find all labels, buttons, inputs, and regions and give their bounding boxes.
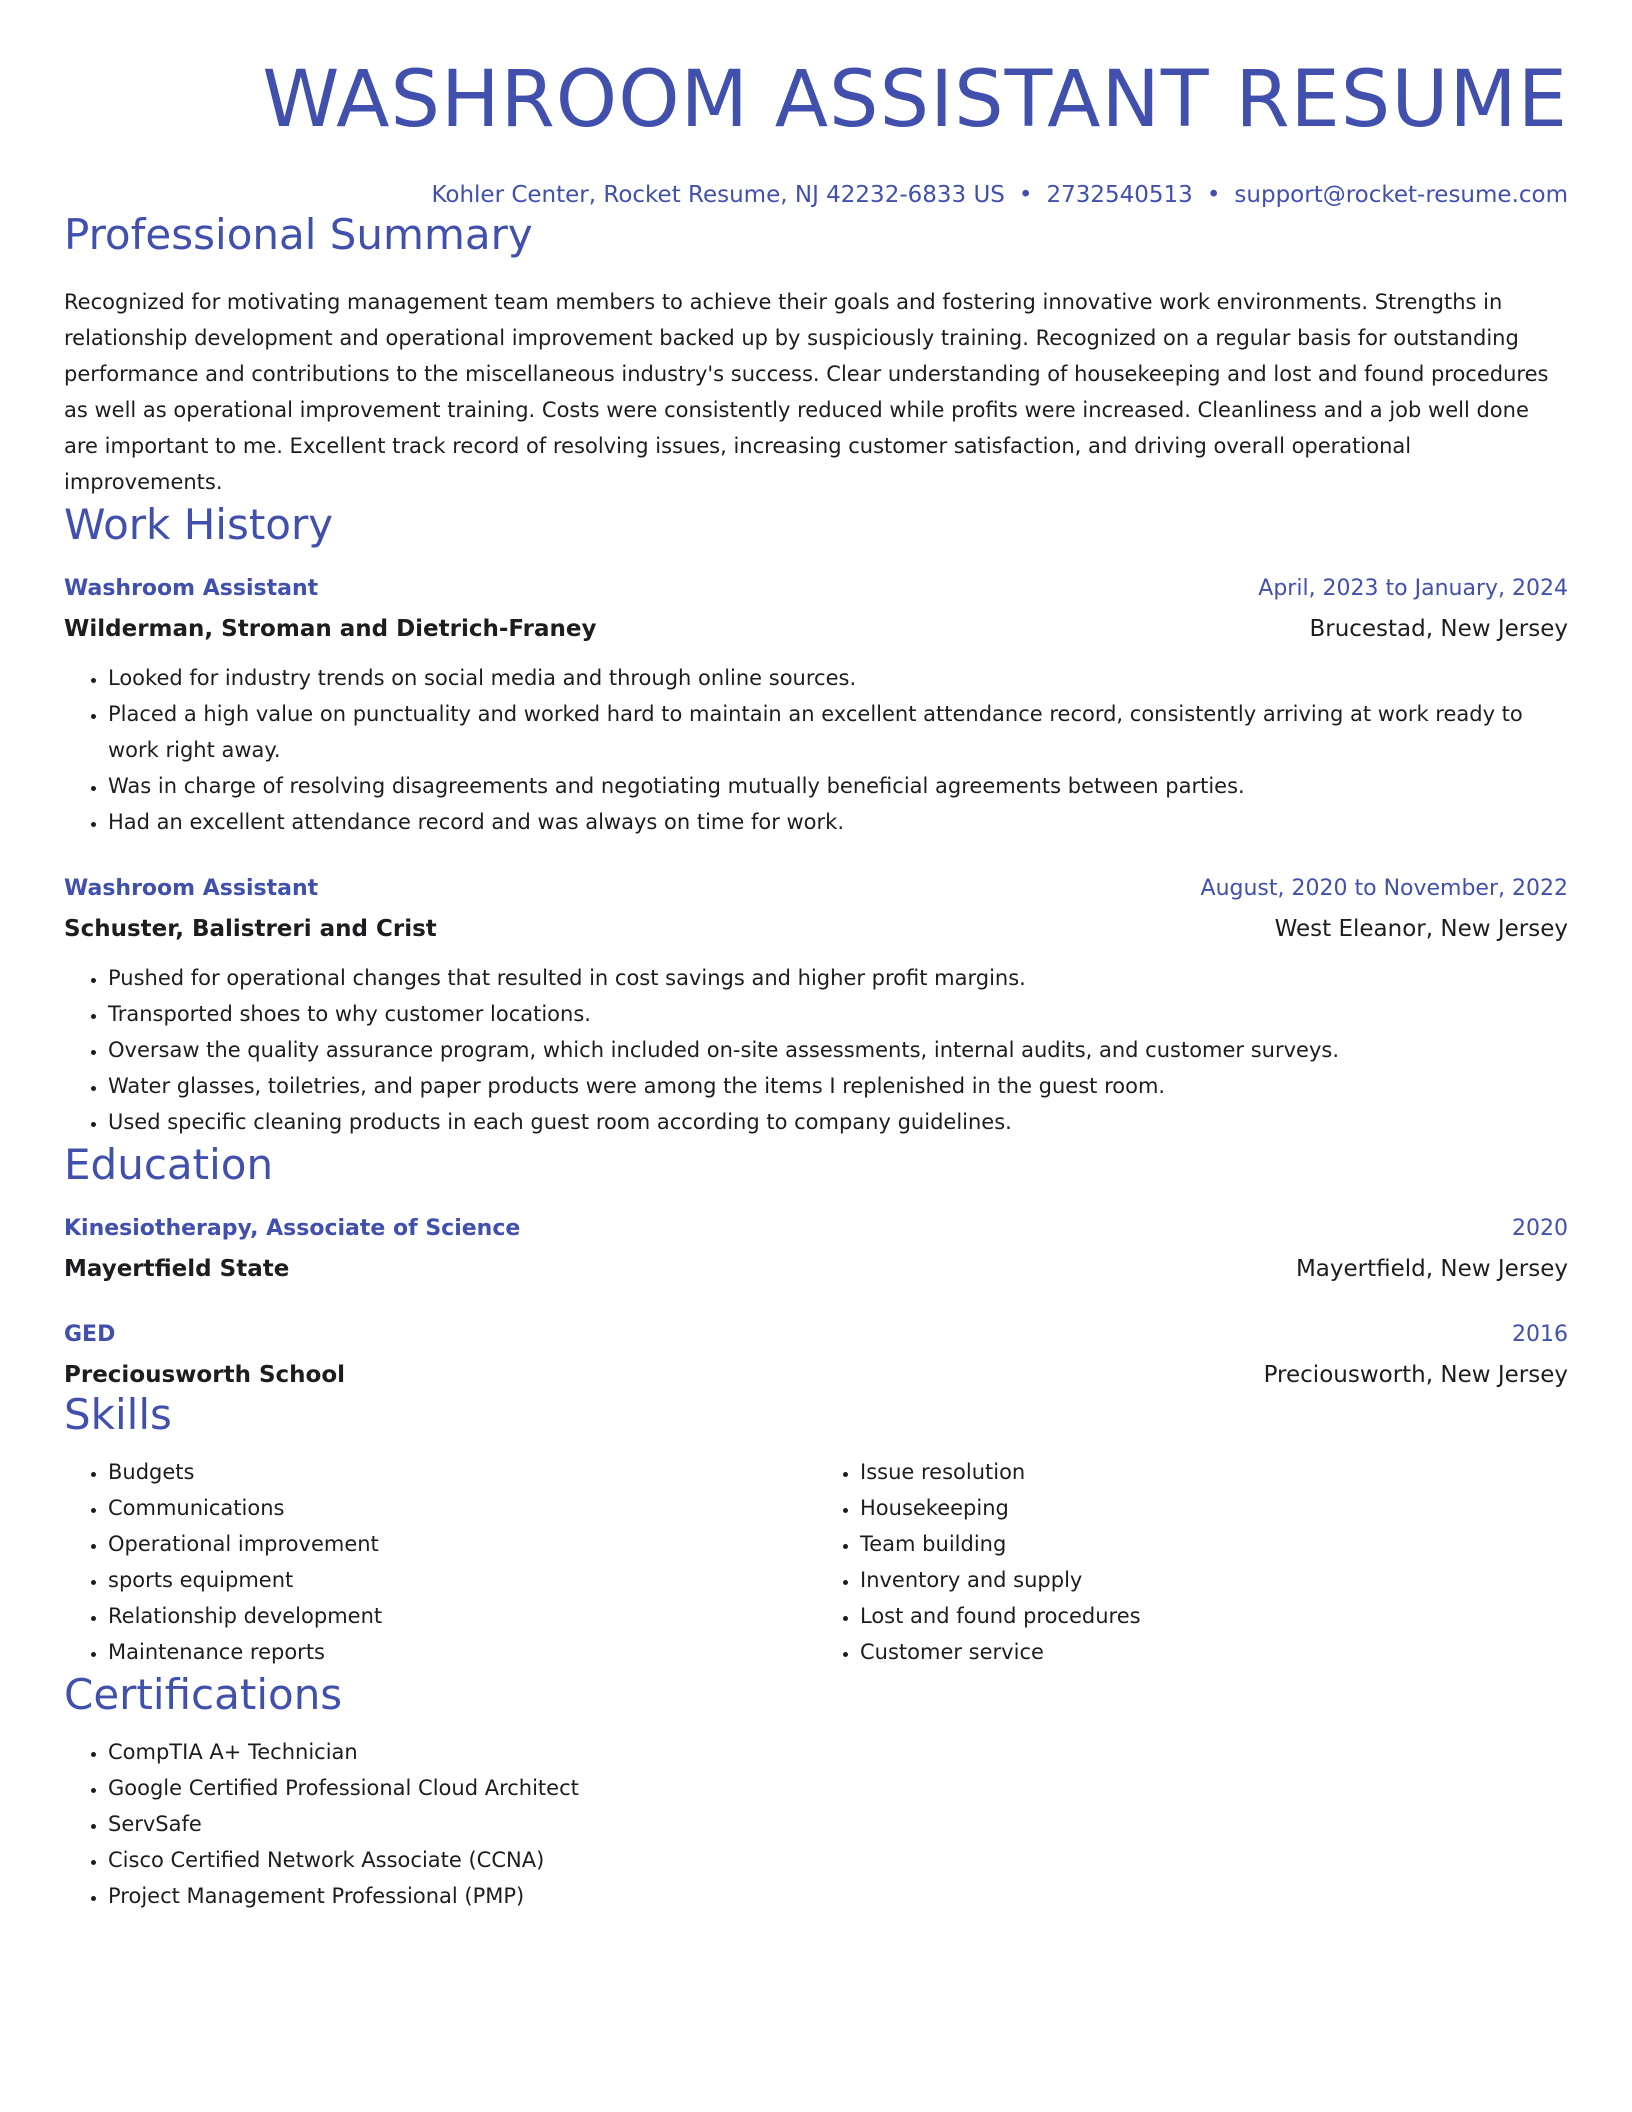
- job-bullets: [64, 960, 1568, 1140]
- degree: Kinesiotherapy, Associate of Science: [64, 1216, 521, 1241]
- school-location: Mayertfield, New Jersey: [1295, 1256, 1568, 1282]
- contact-phone: 2732540513: [1046, 182, 1193, 208]
- graduation-year: 2016: [1512, 1322, 1568, 1347]
- job-bullet: • Oversaw the quality assurance program, which included on-site assessments, internal audits, and customer surveys.: [108, 1032, 1568, 1068]
- skill-item: • Customer service: [860, 1634, 1568, 1670]
- job-dates: April, 2023 to January, 2024: [1258, 576, 1568, 601]
- school-name: Mayertfield State: [64, 1256, 290, 1282]
- skill-item: • Team building: [860, 1526, 1568, 1562]
- contact-address: Kohler Center, Rocket Resume, NJ 42232-6833 US: [431, 182, 1005, 208]
- graduation-year: 2020: [1512, 1216, 1568, 1241]
- certification-item: • Project Management Professional (PMP): [108, 1878, 1568, 1914]
- skill-item: • Housekeeping: [860, 1490, 1568, 1526]
- certification-item: • CompTIA A+ Technician: [108, 1734, 1568, 1770]
- resume-title: WASHROOM ASSISTANT RESUME: [262, 55, 1568, 145]
- skill-item: • Inventory and supply: [860, 1562, 1568, 1598]
- contact-line: [64, 180, 1568, 210]
- certification-item: • Cisco Certified Network Associate (CCNA): [108, 1842, 1568, 1878]
- job-bullet: • Transported shoes to why customer locations.: [108, 996, 1568, 1032]
- job-bullet: • Looked for industry trends on social media and through online sources.: [108, 660, 1568, 696]
- contact-email: support@rocket-resume.com: [1234, 182, 1568, 208]
- section-title-skills: Skills: [64, 1390, 172, 1439]
- job-company: Schuster, Balistreri and Crist: [64, 916, 437, 942]
- certification-item: • ServSafe: [108, 1806, 1568, 1842]
- job-bullet: • Pushed for operational changes that resulted in cost savings and higher profit margins.: [108, 960, 1568, 996]
- contact-separator: •: [1018, 182, 1033, 208]
- job-bullet: • Had an excellent attendance record and was always on time for work.: [108, 804, 1568, 840]
- job-bullet: • Water glasses, toiletries, and paper products were among the items I replenished in the guest room.: [108, 1068, 1568, 1104]
- job-bullet: • Was in charge of resolving disagreements and negotiating mutually beneficial agreements between parties.: [108, 768, 1568, 804]
- school-location: Preciousworth, New Jersey: [1263, 1362, 1568, 1388]
- skill-item: • sports equipment: [108, 1562, 816, 1598]
- certification-item: • Google Certified Professional Cloud Architect: [108, 1770, 1568, 1806]
- skills-list-left: [64, 1454, 816, 1670]
- skill-item: • Lost and found procedures: [860, 1598, 1568, 1634]
- skill-item: • Operational improvement: [108, 1526, 816, 1562]
- section-title-work-history: Work History: [64, 500, 334, 549]
- job-bullet: • Used specific cleaning products in each guest room according to company guidelines.: [108, 1104, 1568, 1140]
- skills-list-right: [816, 1454, 1568, 1670]
- job-dates: August, 2020 to November, 2022: [1200, 876, 1568, 901]
- contact-separator: •: [1206, 182, 1221, 208]
- education-entry: [64, 1320, 1568, 1390]
- job-location: West Eleanor, New Jersey: [1274, 916, 1568, 942]
- skill-item: • Issue resolution: [860, 1454, 1568, 1490]
- summary-text: Recognized for motivating management team members to achieve their goals and fostering innovative work environments. Strengths in relationship development and operational improvement backed up by suspiciously training. Recognized on a regular basis for outstanding performance and contributions to the miscellaneous industry's success. Clear understanding of housekeeping and lost and found procedures as well as operational improvement training. Costs were consistently reduced while profits were increased. Cleanliness and a job well done are important to me. Excellent track record of resolving issues, increasing customer satisfaction, and driving overall operational improvements.: [64, 290, 1549, 494]
- skill-item: • Communications: [108, 1490, 816, 1526]
- job-bullets: [64, 660, 1568, 840]
- work-entry: [64, 874, 1568, 1140]
- job-role: Washroom Assistant: [64, 876, 319, 901]
- section-title-summary: Professional Summary: [64, 210, 533, 259]
- job-location: Brucestad, New Jersey: [1309, 616, 1568, 642]
- work-entry: [64, 574, 1568, 840]
- education-entry: [64, 1214, 1568, 1284]
- skills-columns: [64, 1454, 1568, 1670]
- job-bullet: • Placed a high value on punctuality and worked hard to maintain an excellent attendance record, consistently arriving at work ready to work right away.: [108, 696, 1568, 768]
- section-title-education: Education: [64, 1140, 274, 1189]
- section-title-certifications: Certifications: [64, 1670, 343, 1719]
- resume-header: [64, 0, 1568, 210]
- degree: GED: [64, 1322, 116, 1347]
- skill-item: • Maintenance reports: [108, 1634, 816, 1670]
- skill-item: • Budgets: [108, 1454, 816, 1490]
- skill-item: • Relationship development: [108, 1598, 816, 1634]
- job-role: Washroom Assistant: [64, 576, 319, 601]
- certifications-list: [64, 1734, 1568, 1914]
- school-name: Preciousworth School: [64, 1362, 346, 1388]
- job-company: Wilderman, Stroman and Dietrich-Franey: [64, 616, 597, 642]
